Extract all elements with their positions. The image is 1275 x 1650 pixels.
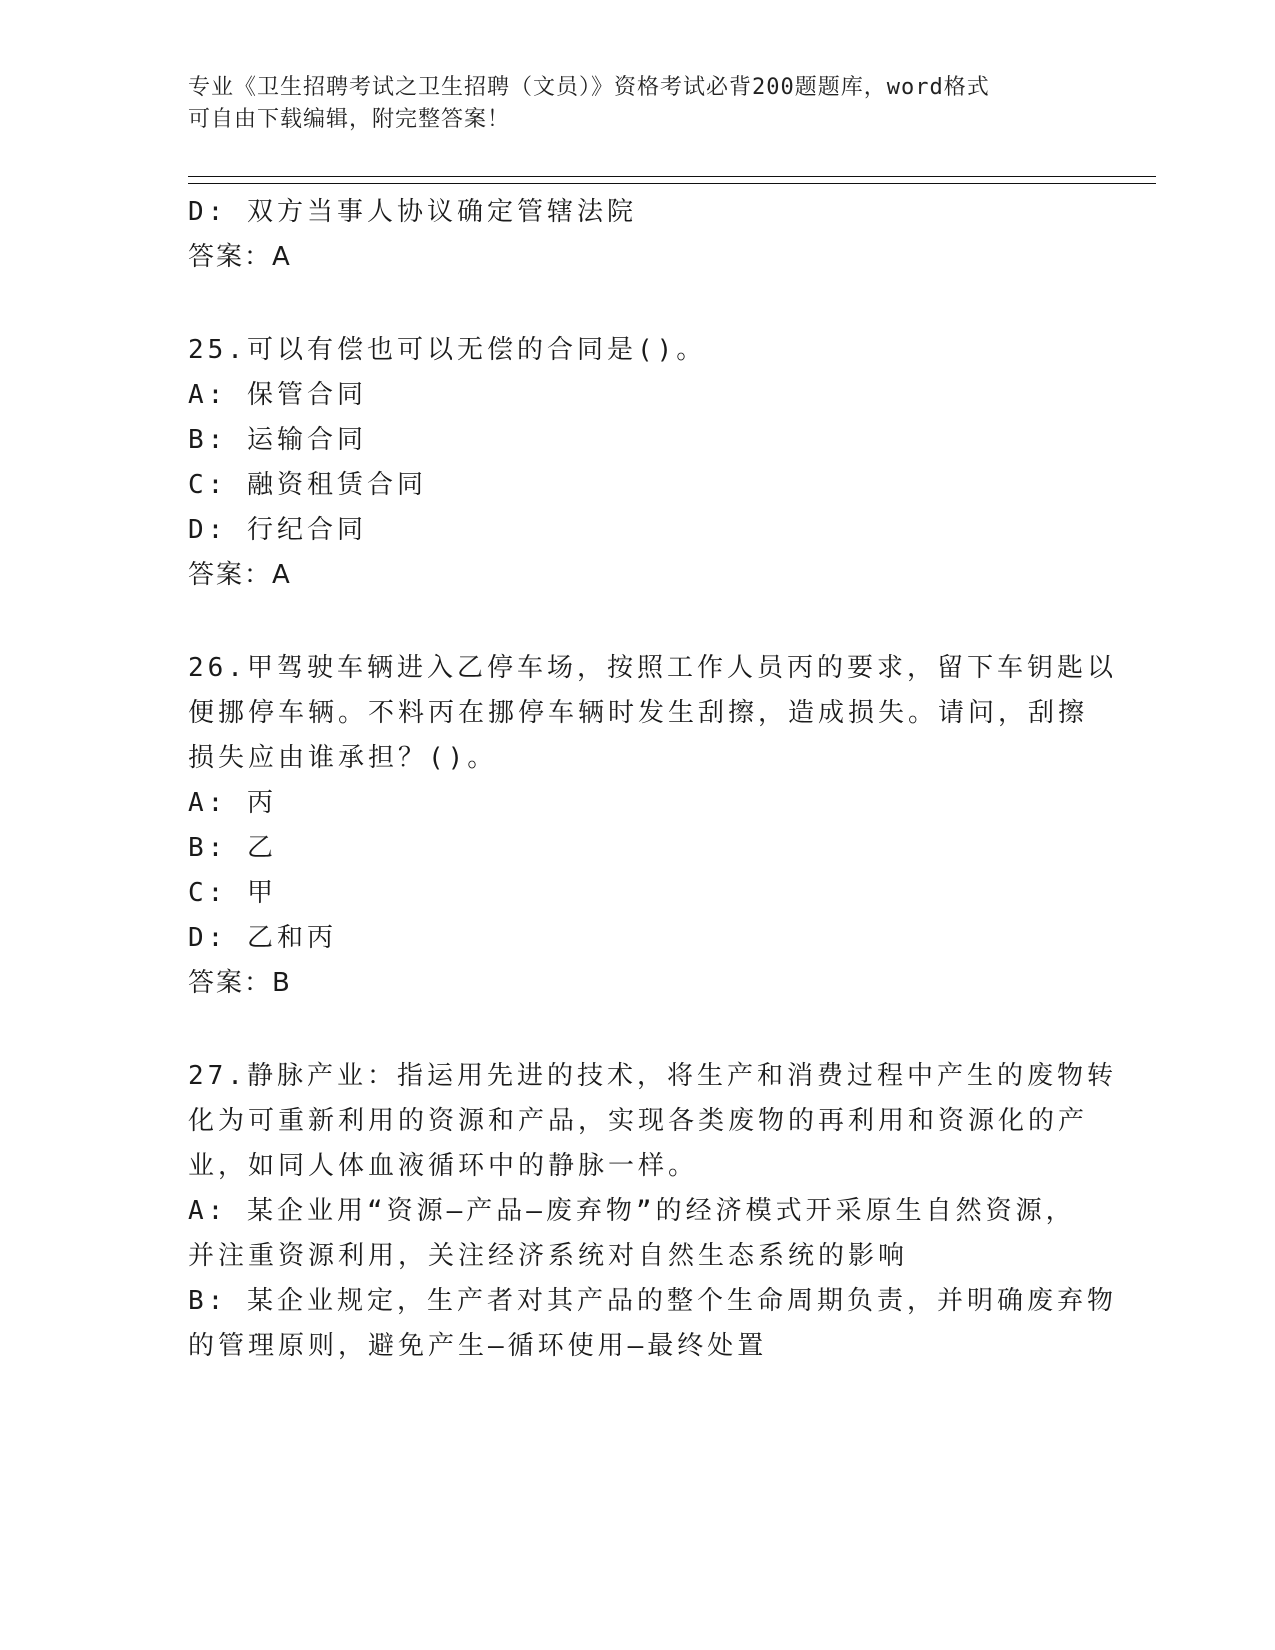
q27-stem-line-2: 化为可重新利用的资源和产品，实现各类废物的再利用和资源化的产 <box>188 1106 1089 1136</box>
q26-stem-line-3: 损失应由谁承担？()。 <box>188 743 498 773</box>
q26-stem-line-1: 26.甲驾驶车辆进入乙停车场，按照工作人员丙的要求，留下车钥匙以 <box>188 653 1117 683</box>
question-list <box>188 190 1117 1369</box>
header-divider-top <box>188 176 1156 177</box>
q27-option-a-line-1: A: 某企业用“资源—产品—废弃物”的经济模式开采原生自然资源， <box>188 1196 1076 1226</box>
q24-answer: 答案：A <box>188 242 292 272</box>
question-25 <box>188 328 1088 598</box>
header-line-2: 可自由下载编辑，附完整答案！ <box>188 107 511 132</box>
header-line-1: 专业《卫生招聘考试之卫生招聘（文员）》资格考试必背200题题库，word格式 <box>188 75 990 100</box>
q25-stem: 25.可以有偿也可以无偿的合同是()。 <box>188 335 707 365</box>
q25-option-d: D: 行纪合同 <box>188 515 367 545</box>
question-27 <box>188 1054 1117 1369</box>
q25-answer: 答案：A <box>188 560 292 590</box>
q25-option-b: B: 运输合同 <box>188 425 367 455</box>
q27-option-b-line-1: B: 某企业规定，生产者对其产品的整个生命周期负责，并明确废弃物 <box>188 1286 1117 1316</box>
q26-stem-line-2: 便挪停车辆。不料丙在挪停车辆时发生刮擦，造成损失。请问，刮擦 <box>188 698 1089 728</box>
document-header <box>188 72 1068 136</box>
q26-option-b: B: 乙 <box>188 833 277 863</box>
q25-option-a: A: 保管合同 <box>188 380 367 410</box>
q27-stem-line-3: 业，如同人体血液循环中的静脉一样。 <box>188 1151 699 1181</box>
q24-option-d: D: 双方当事人协议确定管辖法院 <box>188 197 637 227</box>
q27-option-b-line-2: 的管理原则，避免产生—循环使用—最终处置 <box>188 1331 768 1361</box>
spacer <box>188 280 1088 328</box>
question-26 <box>188 646 1117 1006</box>
q26-option-d: D: 乙和丙 <box>188 923 337 953</box>
spacer <box>188 1006 1088 1054</box>
q26-answer: 答案：B <box>188 968 292 998</box>
q27-stem-line-1: 27.静脉产业：指运用先进的技术，将生产和消费过程中产生的废物转 <box>188 1061 1117 1091</box>
q27-option-a-line-2: 并注重资源利用，关注经济系统对自然生态系统的影响 <box>188 1241 909 1271</box>
header-divider-bottom <box>188 183 1156 184</box>
q26-option-a: A: 丙 <box>188 788 277 818</box>
spacer <box>188 598 1088 646</box>
q26-option-c: C: 甲 <box>188 878 277 908</box>
q25-option-c: C: 融资租赁合同 <box>188 470 427 500</box>
